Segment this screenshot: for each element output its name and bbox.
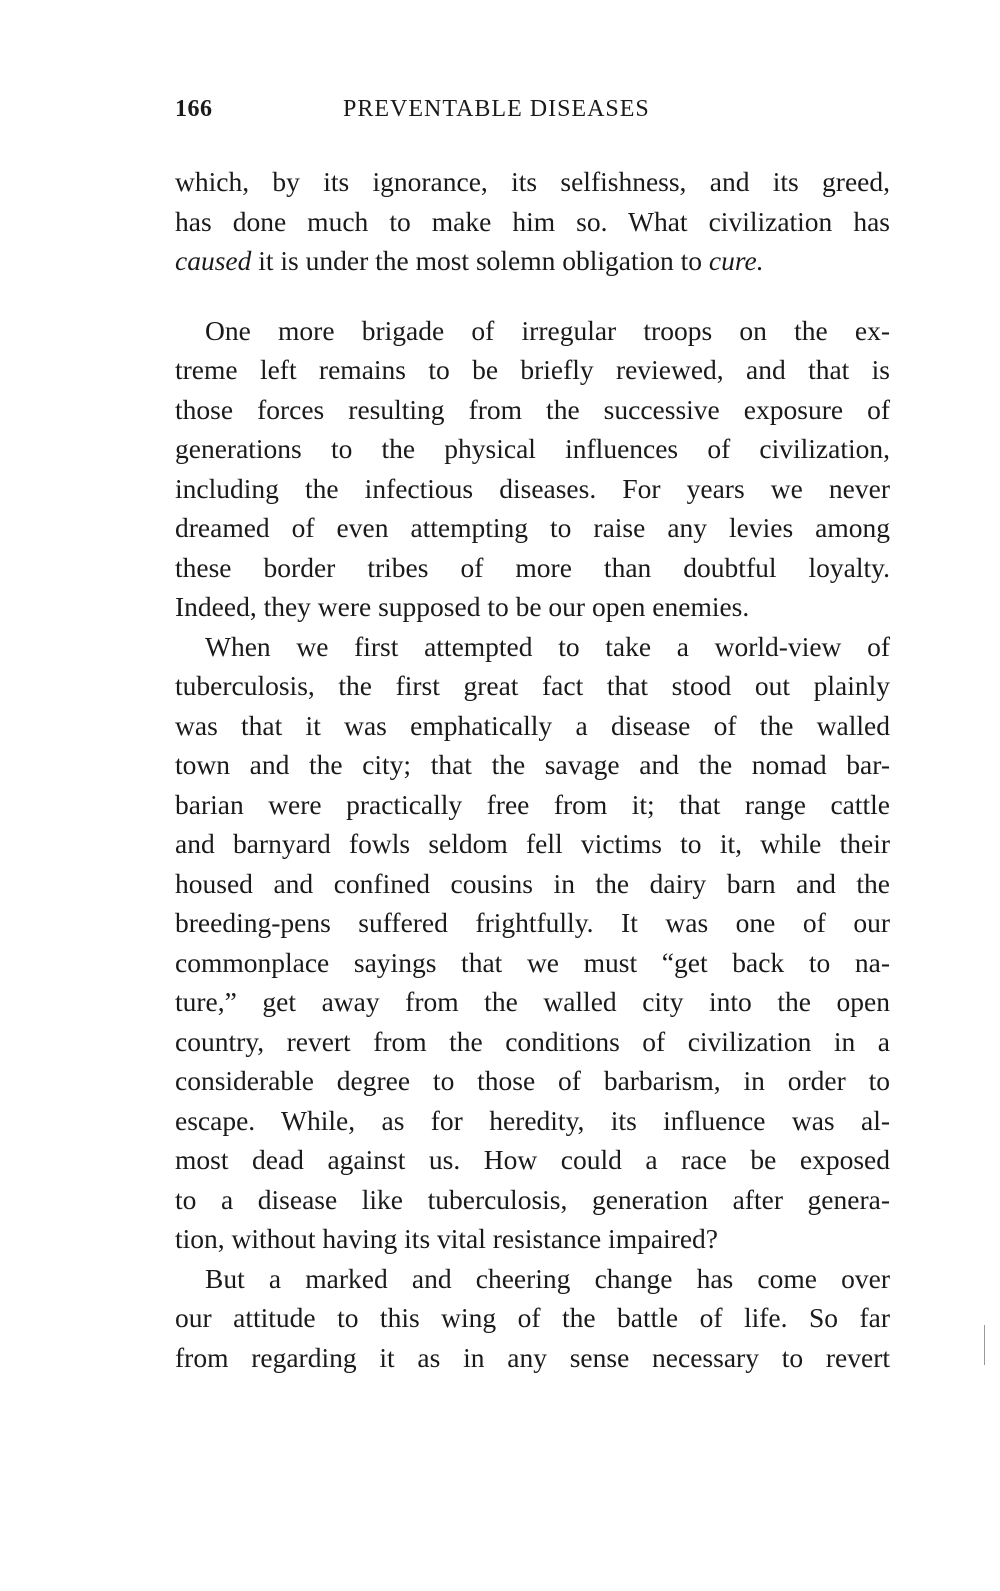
text-line: Indeed, they were supposed to be our open enemies. xyxy=(175,591,750,622)
page-number: 166 xyxy=(175,96,213,122)
text-line: generations to the physical influences of civilization, xyxy=(175,433,890,464)
text-line: ture,” get away from the walled city into the open xyxy=(175,986,890,1017)
text-line: One more brigade of irregular troops on the ex- xyxy=(205,314,890,346)
running-header xyxy=(175,96,890,130)
text-line: escape. While, as for heredity, its influence was al- xyxy=(175,1104,890,1136)
text-line: including the infectious diseases. For years we never xyxy=(175,472,890,504)
text-line: When we first attempted to take a world-view of xyxy=(205,630,890,662)
scan-mark xyxy=(984,1325,985,1365)
text-line: those forces resulting from the successive exposure of xyxy=(175,393,890,425)
paragraph xyxy=(175,627,890,1259)
text-line: and barnyard fowls seldom fell victims to it, while their xyxy=(175,828,890,859)
text-line: tuberculosis, the first great fact that stood out plainly xyxy=(175,670,890,701)
text-line: But a marked and cheering change has come over xyxy=(205,1262,890,1294)
text-line: these border tribes of more than doubtful loyalty. xyxy=(175,551,890,583)
paragraph xyxy=(175,311,890,627)
text-line: our attitude to this wing of the battle of life. So far xyxy=(175,1302,890,1333)
text-line: most dead against us. How could a race be exposed xyxy=(175,1144,890,1175)
text-line: town and the city; that the savage and the nomad bar- xyxy=(175,749,890,780)
text-line: considerable degree to those of barbarism, in order to xyxy=(175,1065,890,1096)
text-line: has done much to make him so. What civilization has xyxy=(175,205,890,237)
body-text xyxy=(175,162,890,1377)
text-line: country, revert from the conditions of civilization in a xyxy=(175,1025,890,1057)
running-title: PREVENTABLE DISEASES xyxy=(343,96,650,122)
text-line: caused it is under the most solemn obligation to cure. xyxy=(175,245,764,276)
paragraph xyxy=(175,162,890,281)
text-line: which, by its ignorance, its selfishness, and its greed, xyxy=(175,166,890,197)
paragraph-gap xyxy=(175,281,890,311)
text-line: treme left remains to be briefly reviewed, and that is xyxy=(175,354,890,385)
text-line: from regarding it as in any sense necessary to revert xyxy=(175,1341,890,1373)
text-line: tion, without having its vital resistance impaired? xyxy=(175,1223,719,1254)
paragraph xyxy=(175,1259,890,1378)
text-line: to a disease like tuberculosis, generation after genera- xyxy=(175,1183,890,1215)
text-line: breeding-pens suffered frightfully. It was one of our xyxy=(175,907,890,938)
text-line: dreamed of even attempting to raise any levies among xyxy=(175,512,890,543)
text-line: barian were practically free from it; that range cattle xyxy=(175,788,890,820)
text-line: commonplace sayings that we must “get back to na- xyxy=(175,946,890,978)
text-line: housed and confined cousins in the dairy barn and the xyxy=(175,867,890,899)
text-line: was that it was emphatically a disease of the walled xyxy=(175,709,890,741)
